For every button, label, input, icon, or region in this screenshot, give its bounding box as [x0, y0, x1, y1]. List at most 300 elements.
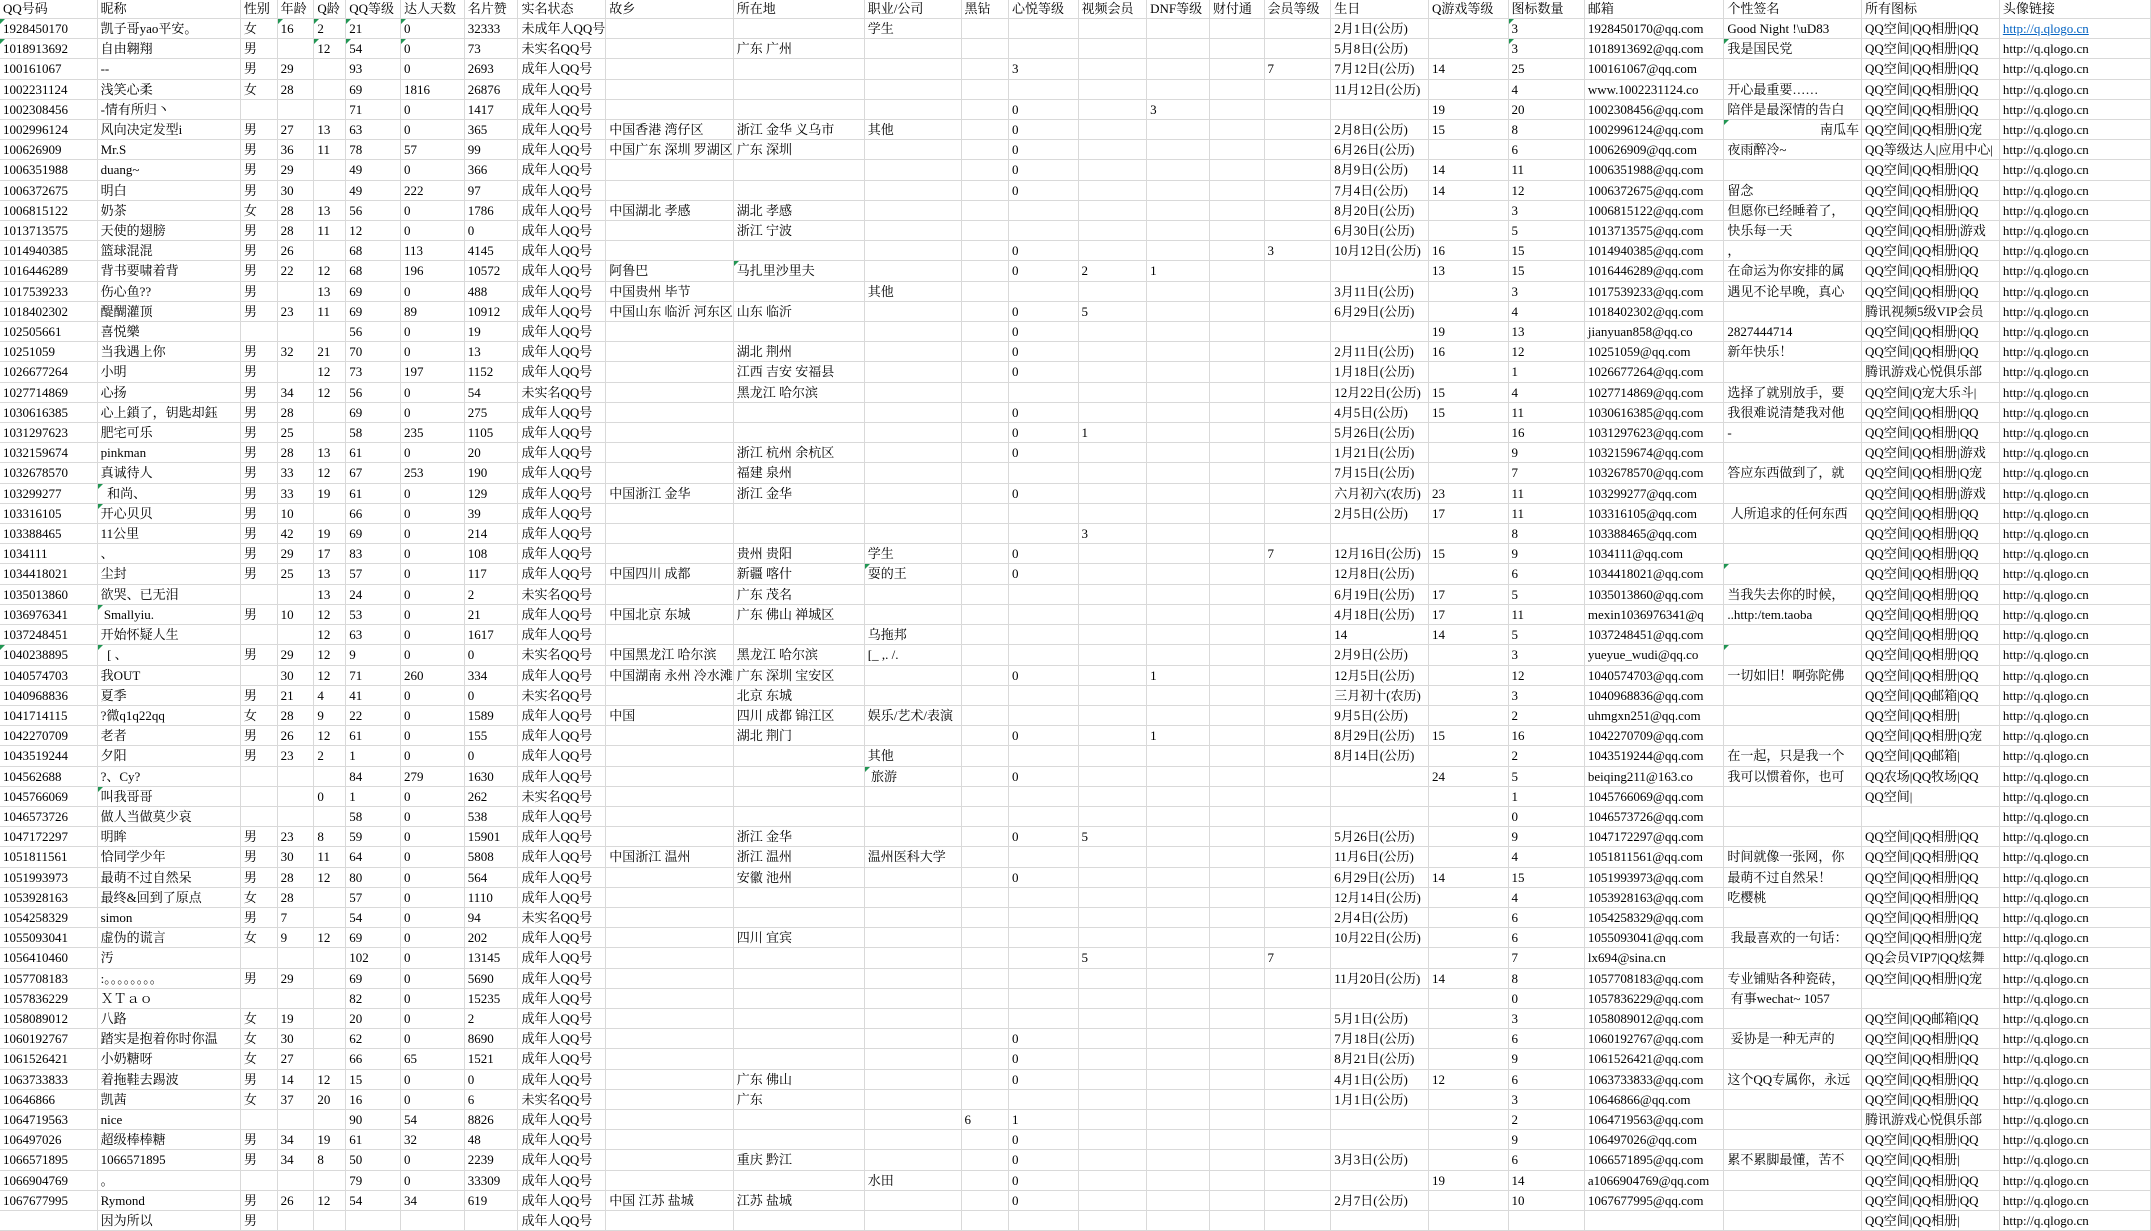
- table-cell[interactable]: 0: [401, 19, 465, 39]
- table-cell[interactable]: 男: [240, 463, 277, 483]
- table-cell[interactable]: 中国湖南 永州 冷水滩: [606, 665, 734, 685]
- table-cell[interactable]: [1078, 443, 1147, 463]
- table-cell[interactable]: 男: [240, 1069, 277, 1089]
- table-cell[interactable]: 成年人QQ号: [518, 402, 606, 422]
- table-cell[interactable]: [1008, 705, 1078, 725]
- table-cell[interactable]: 84: [346, 766, 401, 786]
- table-cell[interactable]: 61: [346, 443, 401, 463]
- table-cell[interactable]: [1209, 19, 1264, 39]
- table-cell[interactable]: 0: [401, 544, 465, 564]
- table-cell[interactable]: 0: [1008, 544, 1078, 564]
- table-cell[interactable]: [961, 120, 1008, 140]
- table-cell[interactable]: http://q.qlogo.cn: [1999, 1069, 2150, 1089]
- table-cell[interactable]: 14: [1428, 160, 1508, 180]
- table-cell[interactable]: [606, 726, 734, 746]
- table-cell[interactable]: 14: [1508, 1170, 1584, 1190]
- table-cell[interactable]: [961, 140, 1008, 160]
- table-cell[interactable]: 1035013860: [0, 584, 97, 604]
- table-cell[interactable]: 湖北 荆州: [733, 342, 864, 362]
- table-cell[interactable]: 伤心鱼??: [97, 281, 240, 301]
- table-cell[interactable]: [733, 1049, 864, 1069]
- table-cell[interactable]: QQ空间|Q宠大乐斗|: [1862, 382, 2000, 402]
- table-cell[interactable]: [606, 59, 734, 79]
- table-cell[interactable]: 93: [346, 59, 401, 79]
- table-cell[interactable]: 11: [1508, 604, 1584, 624]
- table-cell[interactable]: 一切如旧！啊弥陀佛: [1724, 665, 1862, 685]
- table-cell[interactable]: QQ空间|QQ相册|QQ: [1862, 665, 2000, 685]
- table-cell[interactable]: [606, 362, 734, 382]
- table-cell[interactable]: 57: [346, 887, 401, 907]
- table-cell[interactable]: 6月29日(公历): [1331, 867, 1429, 887]
- table-cell[interactable]: 5月26日(公历): [1331, 423, 1429, 443]
- table-cell[interactable]: 28: [277, 221, 314, 241]
- table-cell[interactable]: 8月14日(公历): [1331, 746, 1429, 766]
- table-cell[interactable]: 8: [1508, 524, 1584, 544]
- table-cell[interactable]: 13: [1428, 261, 1508, 281]
- table-cell[interactable]: 1067677995: [0, 1190, 97, 1210]
- table-cell[interactable]: [1078, 79, 1147, 99]
- table-cell[interactable]: [1008, 786, 1078, 806]
- table-cell[interactable]: 7月18日(公历): [1331, 1029, 1429, 1049]
- table-cell[interactable]: [314, 806, 346, 826]
- table-cell[interactable]: 5690: [464, 968, 518, 988]
- table-cell[interactable]: 12: [1508, 342, 1584, 362]
- table-cell[interactable]: [314, 907, 346, 927]
- table-cell[interactable]: 男: [240, 1150, 277, 1170]
- table-cell[interactable]: 12: [314, 1190, 346, 1210]
- table-cell[interactable]: 1417: [464, 99, 518, 119]
- column-header[interactable]: 头像链接: [1999, 0, 2150, 19]
- table-cell[interactable]: 0: [401, 160, 465, 180]
- table-cell[interactable]: 10: [1508, 1190, 1584, 1210]
- table-cell[interactable]: 心扬: [97, 382, 240, 402]
- table-cell[interactable]: [1264, 261, 1331, 281]
- table-cell[interactable]: 10251059@qq.com: [1584, 342, 1724, 362]
- table-cell[interactable]: [1147, 1170, 1210, 1190]
- table-cell[interactable]: 1057836229: [0, 988, 97, 1008]
- table-cell[interactable]: 0: [401, 827, 465, 847]
- table-cell[interactable]: [1724, 726, 1862, 746]
- table-cell[interactable]: [961, 423, 1008, 443]
- table-cell[interactable]: [961, 301, 1008, 321]
- table-cell[interactable]: [1008, 281, 1078, 301]
- table-cell[interactable]: [1147, 200, 1210, 220]
- table-cell[interactable]: [864, 423, 961, 443]
- table-cell[interactable]: 14: [1428, 59, 1508, 79]
- table-cell[interactable]: [733, 948, 864, 968]
- table-cell[interactable]: 北京 东城: [733, 685, 864, 705]
- table-cell[interactable]: 0: [401, 322, 465, 342]
- table-cell[interactable]: [1209, 79, 1264, 99]
- table-cell[interactable]: [1428, 423, 1508, 443]
- table-cell[interactable]: http://q.qlogo.cn: [1999, 645, 2150, 665]
- table-cell[interactable]: 1002996124@qq.com: [1584, 120, 1724, 140]
- table-cell[interactable]: 男: [240, 362, 277, 382]
- table-cell[interactable]: 28: [277, 867, 314, 887]
- table-cell[interactable]: 6月26日(公历): [1331, 140, 1429, 160]
- table-cell[interactable]: 10月12日(公历): [1331, 241, 1429, 261]
- table-cell[interactable]: 23: [277, 301, 314, 321]
- table-cell[interactable]: [1264, 564, 1331, 584]
- table-cell[interactable]: 凯茜: [97, 1089, 240, 1109]
- table-cell[interactable]: 69: [346, 968, 401, 988]
- table-cell[interactable]: http://q.qlogo.cn: [1999, 665, 2150, 685]
- table-cell[interactable]: [864, 342, 961, 362]
- table-cell[interactable]: 1042270709@qq.com: [1584, 726, 1724, 746]
- table-cell[interactable]: 15901: [464, 827, 518, 847]
- table-cell[interactable]: [606, 887, 734, 907]
- table-cell[interactable]: [606, 221, 734, 241]
- table-cell[interactable]: [1428, 1008, 1508, 1028]
- table-cell[interactable]: 成年人QQ号: [518, 120, 606, 140]
- table-cell[interactable]: 262: [464, 786, 518, 806]
- table-cell[interactable]: 未实名QQ号: [518, 786, 606, 806]
- table-cell[interactable]: [1209, 1130, 1264, 1150]
- table-cell[interactable]: 1054258329@qq.com: [1584, 907, 1724, 927]
- table-cell[interactable]: 0: [401, 402, 465, 422]
- table-cell[interactable]: http://q.qlogo.cn: [1999, 342, 2150, 362]
- table-cell[interactable]: 1040238895: [0, 645, 97, 665]
- table-cell[interactable]: 21: [346, 19, 401, 39]
- table-cell[interactable]: 、: [97, 544, 240, 564]
- column-header[interactable]: 生日: [1331, 0, 1429, 19]
- table-cell[interactable]: [961, 402, 1008, 422]
- table-cell[interactable]: [961, 241, 1008, 261]
- table-cell[interactable]: QQ空间|QQ相册|QQ: [1862, 645, 2000, 665]
- table-cell[interactable]: QQ空间|QQ相册|QQ: [1862, 827, 2000, 847]
- table-cell[interactable]: 0: [401, 200, 465, 220]
- table-cell[interactable]: 117: [464, 564, 518, 584]
- table-cell[interactable]: [606, 180, 734, 200]
- table-cell[interactable]: 21: [277, 685, 314, 705]
- table-cell[interactable]: 2827444714: [1724, 322, 1862, 342]
- table-cell[interactable]: [1209, 322, 1264, 342]
- table-cell[interactable]: 4: [1508, 847, 1584, 867]
- table-cell[interactable]: 专业铺贴各种瓷砖，: [1724, 968, 1862, 988]
- table-cell[interactable]: 男: [240, 1130, 277, 1150]
- table-cell[interactable]: 49: [346, 180, 401, 200]
- table-cell[interactable]: 1928450170: [0, 19, 97, 39]
- table-cell[interactable]: 1051993973@qq.com: [1584, 867, 1724, 887]
- table-cell[interactable]: [314, 180, 346, 200]
- table-cell[interactable]: [961, 705, 1008, 725]
- table-cell[interactable]: 102: [346, 948, 401, 968]
- table-cell[interactable]: [733, 968, 864, 988]
- table-cell[interactable]: [606, 786, 734, 806]
- table-cell[interactable]: [1147, 241, 1210, 261]
- table-cell[interactable]: 6: [1508, 928, 1584, 948]
- table-cell[interactable]: 11: [1508, 503, 1584, 523]
- table-cell[interactable]: 1047172297@qq.com: [1584, 827, 1724, 847]
- table-cell[interactable]: QQ空间|QQ相册|Q宠: [1862, 120, 2000, 140]
- table-cell[interactable]: 21: [464, 604, 518, 624]
- table-cell[interactable]: [1209, 200, 1264, 220]
- table-cell[interactable]: 明眸: [97, 827, 240, 847]
- table-cell[interactable]: 0: [401, 443, 465, 463]
- table-cell[interactable]: [1008, 928, 1078, 948]
- table-cell[interactable]: [1264, 443, 1331, 463]
- table-cell[interactable]: 29: [277, 59, 314, 79]
- table-cell[interactable]: 中国浙江 温州: [606, 847, 734, 867]
- table-cell[interactable]: 人所追求的任何东西: [1724, 503, 1862, 523]
- table-cell[interactable]: a1066904769@qq.com: [1584, 1170, 1724, 1190]
- table-cell[interactable]: 12: [314, 625, 346, 645]
- table-cell[interactable]: 成年人QQ号: [518, 827, 606, 847]
- table-cell[interactable]: [606, 1029, 734, 1049]
- table-cell[interactable]: [314, 1049, 346, 1069]
- table-cell[interactable]: 男: [240, 301, 277, 321]
- table-cell[interactable]: 19: [314, 1130, 346, 1150]
- table-cell[interactable]: 男: [240, 241, 277, 261]
- table-cell[interactable]: 成年人QQ号: [518, 301, 606, 321]
- table-cell[interactable]: 4145: [464, 241, 518, 261]
- table-cell[interactable]: 54: [401, 1109, 465, 1129]
- table-cell[interactable]: 男: [240, 1210, 277, 1230]
- table-cell[interactable]: 0: [1008, 423, 1078, 443]
- table-cell[interactable]: 488: [464, 281, 518, 301]
- table-cell[interactable]: 欲哭、已无泪: [97, 584, 240, 604]
- table-cell[interactable]: [1264, 39, 1331, 59]
- table-cell[interactable]: QQ空间|QQ相册|QQ: [1862, 1170, 2000, 1190]
- table-cell[interactable]: [1078, 221, 1147, 241]
- table-cell[interactable]: 成年人QQ号: [518, 604, 606, 624]
- table-cell[interactable]: [961, 726, 1008, 746]
- table-cell[interactable]: 开心贝贝: [97, 503, 240, 523]
- table-cell[interactable]: http://q.qlogo.cn: [1999, 362, 2150, 382]
- table-cell[interactable]: 1: [1147, 665, 1210, 685]
- table-cell[interactable]: 58: [346, 806, 401, 826]
- table-cell[interactable]: 12: [314, 1069, 346, 1089]
- table-cell[interactable]: [1209, 665, 1264, 685]
- table-cell[interactable]: 58: [346, 423, 401, 443]
- table-cell[interactable]: 68: [346, 241, 401, 261]
- table-cell[interactable]: 学生: [864, 19, 961, 39]
- table-cell[interactable]: [1078, 928, 1147, 948]
- table-cell[interactable]: 102505661: [0, 322, 97, 342]
- table-cell[interactable]: http://q.qlogo.cn: [1999, 1008, 2150, 1028]
- table-cell[interactable]: [1147, 39, 1210, 59]
- table-cell[interactable]: 202: [464, 928, 518, 948]
- table-cell[interactable]: QQ农场|QQ牧场|QQ: [1862, 766, 2000, 786]
- table-cell[interactable]: [1264, 423, 1331, 443]
- table-cell[interactable]: 23: [277, 827, 314, 847]
- table-cell[interactable]: 陪伴是最深情的告白: [1724, 99, 1862, 119]
- table-cell[interactable]: [733, 625, 864, 645]
- table-cell[interactable]: [1078, 887, 1147, 907]
- table-cell[interactable]: http://q.qlogo.cn: [1999, 241, 2150, 261]
- table-cell[interactable]: 成年人QQ号: [518, 59, 606, 79]
- column-header[interactable]: 心悦等级: [1008, 0, 1078, 19]
- table-cell[interactable]: [1209, 544, 1264, 564]
- table-cell[interactable]: 26: [277, 1190, 314, 1210]
- table-cell[interactable]: yueyue_wudi@qq.co: [1584, 645, 1724, 665]
- table-cell[interactable]: [1147, 59, 1210, 79]
- table-cell[interactable]: [864, 1008, 961, 1028]
- table-cell[interactable]: 33: [277, 483, 314, 503]
- table-cell[interactable]: [961, 322, 1008, 342]
- table-cell[interactable]: [1008, 887, 1078, 907]
- table-cell[interactable]: [1264, 180, 1331, 200]
- table-cell[interactable]: 男: [240, 746, 277, 766]
- table-cell[interactable]: 踏实是抱着你时你温: [97, 1029, 240, 1049]
- table-cell[interactable]: 0: [1008, 726, 1078, 746]
- table-cell[interactable]: 48: [464, 1130, 518, 1150]
- table-cell[interactable]: [1209, 180, 1264, 200]
- table-cell[interactable]: [1428, 988, 1508, 1008]
- table-cell[interactable]: 1057836229@qq.com: [1584, 988, 1724, 1008]
- table-cell[interactable]: QQ空间|QQ相册|QQ: [1862, 1190, 2000, 1210]
- table-cell[interactable]: 6: [1508, 907, 1584, 927]
- table-cell[interactable]: 54: [346, 39, 401, 59]
- table-cell[interactable]: [1724, 524, 1862, 544]
- table-cell[interactable]: 1018402302: [0, 301, 97, 321]
- table-cell[interactable]: [1428, 1190, 1508, 1210]
- table-cell[interactable]: 女: [240, 928, 277, 948]
- table-cell[interactable]: [606, 79, 734, 99]
- table-cell[interactable]: [314, 322, 346, 342]
- table-cell[interactable]: [1209, 1089, 1264, 1109]
- table-cell[interactable]: 醍醐灌顶: [97, 301, 240, 321]
- table-cell[interactable]: [1147, 463, 1210, 483]
- table-cell[interactable]: [606, 1210, 734, 1230]
- table-cell[interactable]: [1209, 948, 1264, 968]
- table-cell[interactable]: 成年人QQ号: [518, 1069, 606, 1089]
- table-cell[interactable]: 1: [1008, 1109, 1078, 1129]
- table-cell[interactable]: 0: [1008, 160, 1078, 180]
- table-cell[interactable]: QQ空间|QQ相册|QQ: [1862, 160, 2000, 180]
- table-cell[interactable]: 89: [401, 301, 465, 321]
- table-cell[interactable]: [1147, 120, 1210, 140]
- table-cell[interactable]: QQ空间|QQ相册|游戏: [1862, 483, 2000, 503]
- table-cell[interactable]: [1008, 382, 1078, 402]
- table-cell[interactable]: 7: [1264, 948, 1331, 968]
- table-cell[interactable]: 28: [277, 443, 314, 463]
- table-cell[interactable]: [864, 1089, 961, 1109]
- table-cell[interactable]: 6月30日(公历): [1331, 221, 1429, 241]
- table-cell[interactable]: 成年人QQ号: [518, 806, 606, 826]
- table-cell[interactable]: 0: [1008, 1190, 1078, 1210]
- table-cell[interactable]: 5月26日(公历): [1331, 827, 1429, 847]
- table-cell[interactable]: http://q.qlogo.cn: [1999, 847, 2150, 867]
- table-cell[interactable]: http://q.qlogo.cn: [1999, 524, 2150, 544]
- table-cell[interactable]: 八路: [97, 1008, 240, 1028]
- column-header[interactable]: 达人天数: [401, 0, 465, 19]
- table-cell[interactable]: [961, 160, 1008, 180]
- table-cell[interactable]: [1078, 39, 1147, 59]
- table-cell[interactable]: [1147, 584, 1210, 604]
- table-cell[interactable]: 最萌不过自然呆！: [1724, 867, 1862, 887]
- table-cell[interactable]: [1209, 786, 1264, 806]
- table-cell[interactable]: 男: [240, 968, 277, 988]
- table-cell[interactable]: [1147, 301, 1210, 321]
- table-cell[interactable]: 成年人QQ号: [518, 564, 606, 584]
- table-cell[interactable]: 中国贵州 毕节: [606, 281, 734, 301]
- table-cell[interactable]: [864, 443, 961, 463]
- table-cell[interactable]: 34: [277, 382, 314, 402]
- table-cell[interactable]: 成年人QQ号: [518, 948, 606, 968]
- table-cell[interactable]: 0: [401, 120, 465, 140]
- table-cell[interactable]: [1724, 827, 1862, 847]
- table-cell[interactable]: [1078, 867, 1147, 887]
- table-cell[interactable]: [1147, 322, 1210, 342]
- table-cell[interactable]: [864, 382, 961, 402]
- table-cell[interactable]: 浙江 金华 义乌市: [733, 120, 864, 140]
- table-cell[interactable]: 12: [314, 382, 346, 402]
- table-cell[interactable]: 浙江 金华: [733, 827, 864, 847]
- table-cell[interactable]: 成年人QQ号: [518, 261, 606, 281]
- table-cell[interactable]: 279: [401, 766, 465, 786]
- table-cell[interactable]: [606, 19, 734, 39]
- table-cell[interactable]: [1078, 806, 1147, 826]
- table-cell[interactable]: 69: [346, 301, 401, 321]
- table-cell[interactable]: 59: [346, 827, 401, 847]
- table-cell[interactable]: 其他: [864, 746, 961, 766]
- table-cell[interactable]: 23: [277, 746, 314, 766]
- table-cell[interactable]: [1078, 180, 1147, 200]
- table-cell[interactable]: 61: [346, 483, 401, 503]
- table-cell[interactable]: QQ空间|QQ相册|Q宠: [1862, 928, 2000, 948]
- table-cell[interactable]: [606, 988, 734, 1008]
- table-cell[interactable]: 4: [1508, 382, 1584, 402]
- table-cell[interactable]: 0: [1008, 342, 1078, 362]
- table-cell[interactable]: 未实名QQ号: [518, 1089, 606, 1109]
- table-cell[interactable]: [1264, 625, 1331, 645]
- table-cell[interactable]: [1209, 726, 1264, 746]
- table-cell[interactable]: [1331, 322, 1429, 342]
- table-cell[interactable]: [1209, 281, 1264, 301]
- table-cell[interactable]: 成年人QQ号: [518, 322, 606, 342]
- table-cell[interactable]: 0: [401, 39, 465, 59]
- table-cell[interactable]: 0: [1008, 1049, 1078, 1069]
- table-cell[interactable]: 0: [1008, 322, 1078, 342]
- table-cell[interactable]: [1209, 604, 1264, 624]
- table-cell[interactable]: 1034418021@qq.com: [1584, 564, 1724, 584]
- table-cell[interactable]: 7: [277, 907, 314, 927]
- table-cell[interactable]: 1057708183@qq.com: [1584, 968, 1724, 988]
- table-cell[interactable]: 0: [464, 221, 518, 241]
- table-cell[interactable]: [1428, 907, 1508, 927]
- table-cell[interactable]: 1006351988: [0, 160, 97, 180]
- table-cell[interactable]: [1008, 746, 1078, 766]
- table-cell[interactable]: [1428, 443, 1508, 463]
- table-cell[interactable]: [606, 463, 734, 483]
- table-cell[interactable]: 19: [1428, 322, 1508, 342]
- table-cell[interactable]: [1078, 968, 1147, 988]
- table-cell[interactable]: 7: [1264, 59, 1331, 79]
- table-cell[interactable]: [314, 402, 346, 422]
- table-cell[interactable]: jianyuan858@qq.co: [1584, 322, 1724, 342]
- table-cell[interactable]: [864, 1069, 961, 1089]
- table-cell[interactable]: 女: [240, 705, 277, 725]
- table-cell[interactable]: 1064719563@qq.com: [1584, 1109, 1724, 1129]
- table-cell[interactable]: [1264, 968, 1331, 988]
- table-cell[interactable]: [1008, 806, 1078, 826]
- table-cell[interactable]: 5月1日(公历): [1331, 1008, 1429, 1028]
- table-cell[interactable]: 12: [314, 726, 346, 746]
- table-cell[interactable]: 69: [346, 281, 401, 301]
- table-cell[interactable]: 最萌不过自然呆: [97, 867, 240, 887]
- table-cell[interactable]: 41: [346, 685, 401, 705]
- table-cell[interactable]: [961, 645, 1008, 665]
- table-cell[interactable]: 成年人QQ号: [518, 524, 606, 544]
- table-cell[interactable]: [864, 887, 961, 907]
- table-cell[interactable]: [1008, 221, 1078, 241]
- table-cell[interactable]: [961, 463, 1008, 483]
- table-cell[interactable]: 男: [240, 564, 277, 584]
- table-cell[interactable]: 未成年人QQ号: [518, 19, 606, 39]
- table-cell[interactable]: 0: [401, 968, 465, 988]
- table-cell[interactable]: 54: [346, 907, 401, 927]
